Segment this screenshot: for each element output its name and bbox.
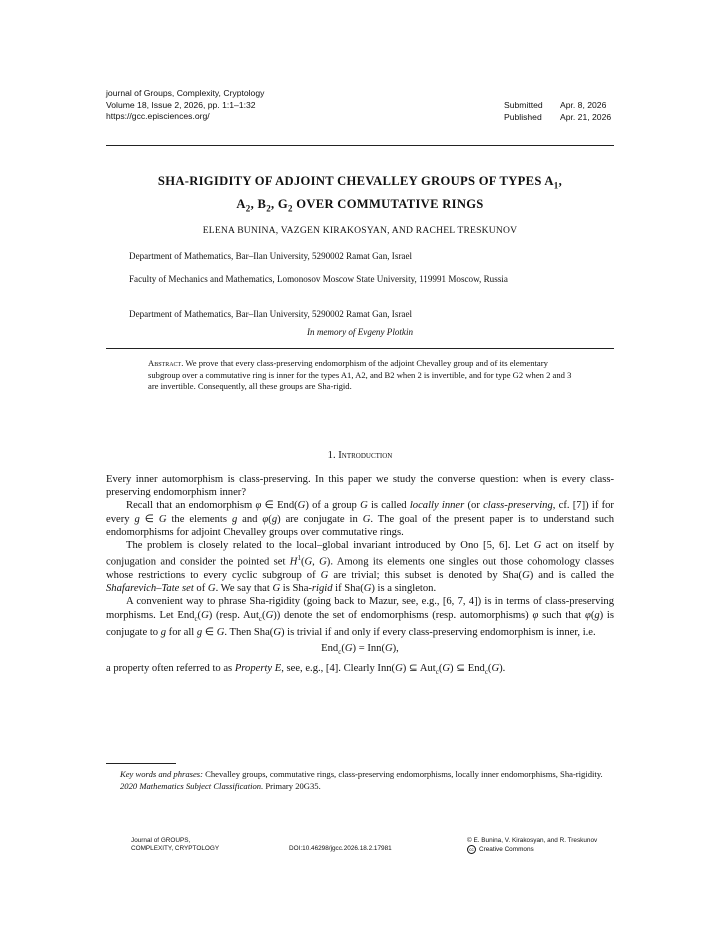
footer-doi[interactable]: DOI:10.46298/jgcc.2026.18.2.17981 <box>289 845 392 852</box>
keywords-label: Key words and phrases: <box>120 769 203 779</box>
journal-name: journal of Groups, Complexity, Cryptology <box>106 88 265 98</box>
submitted-label: Submitted <box>504 100 543 110</box>
footer-journal <box>131 837 219 852</box>
footnotes <box>106 769 614 792</box>
abstract-divider <box>106 348 614 349</box>
submitted-date: Apr. 8, 2026 <box>560 100 607 110</box>
paragraph: A convenient way to phrase Sha-rigidity (going back to Mazur, see, e.g., [6, 7, 4]) is in terms of class-preserving morphisms. Let End$_c$(G) (resp. Aut$_c$(G)) denote the set of endomorphisms (resp. automorphisms) φ such that φ(g) is conjugate to g for all g ∈ G. Then Sha(G) is trivial if and only if every class-preserving endomorphism is inner, i.e. <box>106 596 614 638</box>
paragraph: Recall that an endomorphism φ ∈ End(G) of a group G is called locally inner (or class-preserving, cf. [7]) if for every g ∈ G the elements g and φ(g) are conjugate in G. The goal of the present paper is to understand such endomorphisms for adjoint Chevalley groups over commutative rings. <box>106 500 614 538</box>
footer-journal-line-1: Journal of GROUPS, <box>131 837 191 844</box>
paragraph: The problem is closely related to the local–global invariant introduced by Ono [5, 6]. Let G act on itself by conjugation and consider the pointed set $H^1(G$, G). Among its elements one singles out those cohomology classes whose restrictions to every cyclic subgroup of G are trivial; this subset is denoted by Sha(G) and is called the Shafarevich–Tate set of G. We say that G is Sha-rigid if Sha(G) is a singleton. <box>106 540 614 595</box>
volume-info: Volume 18, Issue 2, 2026, pp. 1:1–1:32 <box>106 99 256 110</box>
creative-commons-icon: cc <box>467 845 476 854</box>
author-list: ELENA BUNINA, VAZGEN KIRAKOSYAN, AND RACHEL TRESKUNOV <box>202 225 518 236</box>
equation: End$_c$(G) = Inn(G), <box>321 643 399 657</box>
abstract-label: Abstract. <box>148 358 184 368</box>
footer-copyright: © E. Bunina, V. Kirakosyan, and R. Treskunov <box>467 837 598 844</box>
section-heading: 1. Introduction <box>327 450 393 461</box>
header-divider <box>106 145 614 146</box>
footer-license[interactable]: Creative Commons <box>479 845 534 853</box>
paragraph: a property often referred to as Property E, see, e.g., [4]. Clearly Inn(G) ⊆ Aut$_c$(G) ⊆ End$_c$(G). <box>106 663 506 677</box>
abstract <box>148 358 574 393</box>
journal-url[interactable]: https://gcc.episciences.org/ <box>106 111 210 121</box>
affiliation-1: Department of Mathematics, Bar–Ilan University, 5290002 Ramat Gan, Israel <box>129 251 413 261</box>
published-date: Apr. 21, 2026 <box>560 111 612 122</box>
abstract-text: We prove that every class-preserving endomorphism of the adjoint Chevalley group and of its elementary subgroup over a commutative ring is inner for the types A1, A2, and B2 when 2 is invertible, and for type G2 when 2 and 3 are invertible. Consequently, all these groups are Sha-rigid. <box>148 358 572 391</box>
keywords <box>106 769 614 781</box>
affiliation-3: Department of Mathematics, Bar–Ilan University, 5290002 Ramat Gan, Israel <box>129 309 413 319</box>
affiliation-2: Faculty of Mechanics and Mathematics, Lomonosov Moscow State University, 119991 Moscow, Russia <box>129 274 508 284</box>
footnote-divider <box>106 763 176 764</box>
dedication: In memory of Evgeny Plotkin <box>306 327 414 337</box>
title-line-2: $A_2$, $B_2$, $G_2$ OVER COMMUTATIVE RINGS <box>236 196 484 214</box>
msc-label: 2020 Mathematics Subject Classification. <box>120 780 264 791</box>
msc <box>106 781 614 793</box>
paragraph: Every inner automorphism is class-preserving. In this paper we study the converse question: when is every class-preserving endomorphism inner? <box>106 474 614 499</box>
msc-text: Primary 20G35. <box>265 780 321 791</box>
introduction-body <box>106 473 614 680</box>
paper-title <box>106 172 614 217</box>
footer-journal-line-2: COMPLEXITY, CRYPTOLOGY <box>131 844 220 852</box>
journal-header <box>106 88 264 123</box>
footer-copyright-block <box>467 837 597 854</box>
keywords-text: Chevalley groups, commutative rings, class-preserving endomorphisms, locally inner endomorphisms, Sha-rigidity. <box>205 769 603 779</box>
dates-block <box>504 100 611 123</box>
published-label: Published <box>504 111 542 122</box>
title-line-1: SHA-RIGIDITY OF ADJOINT CHEVALLEY GROUPS OF TYPES $A_1$, <box>157 174 563 191</box>
